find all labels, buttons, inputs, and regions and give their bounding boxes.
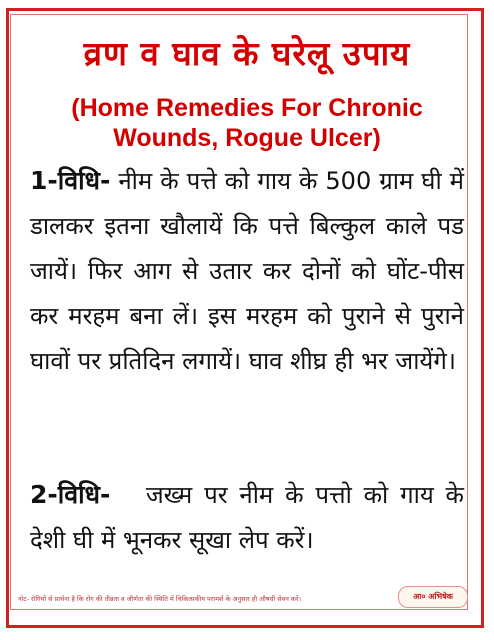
author-badge: आ० अभिषेक xyxy=(398,586,468,608)
method-1-paragraph xyxy=(30,158,464,384)
method-2-text: जख्म पर नीम के पत्तो को गाय के देशी घी में भूनकर सूखा लेप करें। xyxy=(30,481,464,554)
method-2-label: 2-विधि- xyxy=(30,480,111,509)
page-title-hindi: व्रण व घाव के घरेलू उपाय xyxy=(83,34,411,73)
method-1-text: नीम के पत्ते को गाय के 500 ग्राम घी में डालकर इतना खौलायें कि पत्ते बिल्कुल काले पड जायें। फिर आग से उतार कर दोनों को घोंट-पीस कर मरहम बना लें। इस मरहम को पुराने से पुराने घावों पर प्रतिदिन लगायें। घाव शीघ्र ही भर जायेंगे। xyxy=(30,167,464,375)
page-title-english xyxy=(0,93,494,153)
method-2-paragraph xyxy=(30,472,464,563)
title-english-line1: (Home Remedies For Chronic xyxy=(71,94,423,122)
footer-note: नोट- रोगियों से प्रार्थना है कि रोग की तीव्रता व जीर्णता की स्थिति में चिकित्सकीय परामर्श के अनुसार ही औषधी सेवन करें। xyxy=(18,595,302,603)
method-1-label: 1-विधि- xyxy=(30,166,111,195)
title-english-line2: Wounds, Rogue Ulcer) xyxy=(113,124,381,152)
